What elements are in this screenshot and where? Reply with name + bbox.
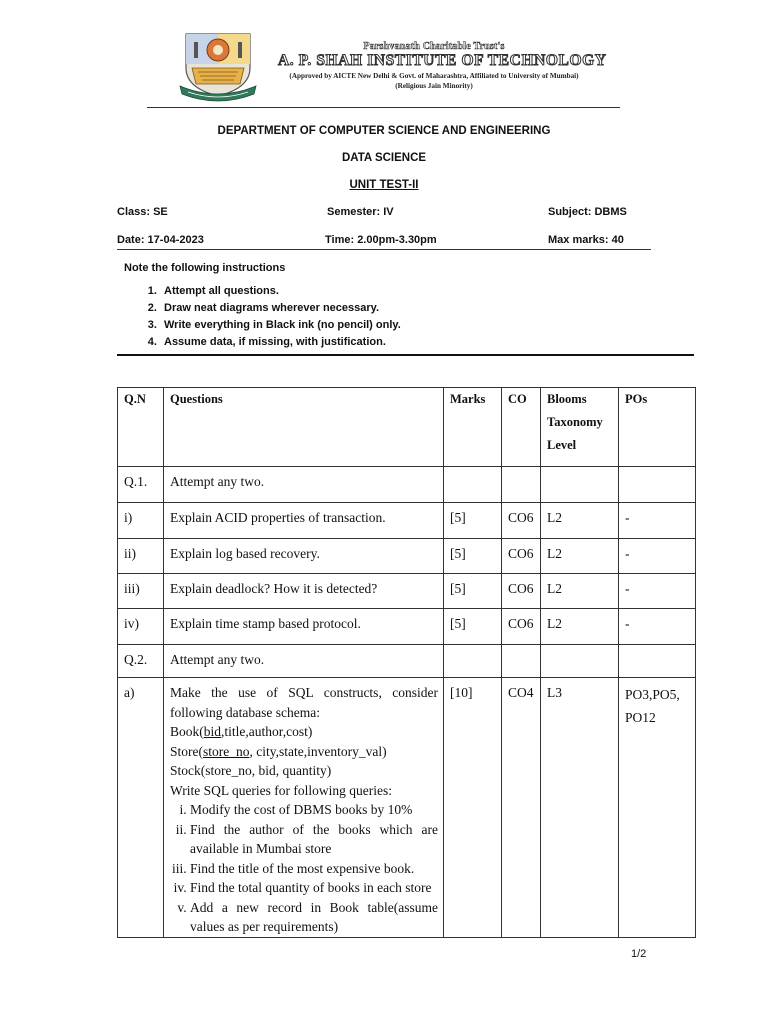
table-row <box>118 645 696 678</box>
row-question: Explain log based recovery. <box>164 539 444 574</box>
schema-store-rest: , city,state,inventory_val) <box>249 743 387 759</box>
schema-stock: Stock(store_no, bid, quantity) <box>170 763 332 778</box>
trust-name: Parshvanath Charitable Trust's <box>363 41 505 52</box>
row-co: CO6 <box>502 609 541 645</box>
row-co <box>502 467 541 503</box>
row-question: Attempt any two. <box>164 467 444 503</box>
schema-store-prefix: Store( <box>170 743 203 759</box>
header-qn: Q.N <box>118 388 164 467</box>
semester-label: Semester: IV <box>327 206 394 218</box>
table-row <box>118 503 696 539</box>
header-co: CO <box>502 388 541 467</box>
row-co <box>502 645 541 678</box>
row-co: CO6 <box>502 503 541 539</box>
query-list <box>170 800 438 937</box>
row-qn: ii) <box>118 539 164 574</box>
institute-name: A. P. SHAH INSTITUTE OF TECHNOLOGY <box>278 52 607 69</box>
row-level: L2 <box>541 574 619 609</box>
row-question: Explain ACID properties of transaction. <box>164 503 444 539</box>
query-item: i. Modify the cost of DBMS books by 10% <box>190 800 438 820</box>
query-item: iii. Find the title of the most expensive book. <box>190 859 438 879</box>
row-pos: - <box>619 503 696 539</box>
time-label: Time: 2.00pm-3.30pm <box>325 234 437 246</box>
row-qn: Q.1. <box>118 467 164 503</box>
instruction-item: 1. Attempt all questions. <box>160 283 401 300</box>
header-divider <box>147 107 620 108</box>
schema-book-rest: ,title,author,cost) <box>221 724 313 739</box>
query-heading: Write SQL queries for following queries: <box>170 782 393 798</box>
row-qn: Q.2. <box>118 645 164 678</box>
pos-line: PO3,PO5, <box>625 687 680 702</box>
row-question: Explain deadlock? How it is detected? <box>164 574 444 609</box>
instructions-heading: Note the following instructions <box>124 262 286 274</box>
table-row <box>118 539 696 574</box>
row-question: Explain time stamp based protocol. <box>164 609 444 645</box>
row-pos <box>619 467 696 503</box>
schema-book-prefix: Book( <box>170 724 204 739</box>
questions-table <box>117 387 696 938</box>
department-title: DEPARTMENT OF COMPUTER SCIENCE AND ENGINEERING <box>217 125 551 137</box>
institute-logo <box>178 28 258 104</box>
row-level <box>541 467 619 503</box>
header-questions: Questions <box>164 388 444 467</box>
query-item: v. Add a new record in Book table(assume values as per requirements) <box>190 898 438 937</box>
row-pos <box>619 645 696 678</box>
row-qn: a) <box>118 678 164 938</box>
pos-line: PO12 <box>625 710 656 725</box>
header-pos: POs <box>619 388 696 467</box>
row-pos: - <box>619 609 696 645</box>
row-qn: i) <box>118 503 164 539</box>
exam-title: UNIT TEST-II <box>349 179 419 191</box>
header-marks: Marks <box>444 388 502 467</box>
row-marks <box>444 467 502 503</box>
table-row <box>118 574 696 609</box>
row-marks: [5] <box>444 503 502 539</box>
header-blooms-line: Blooms <box>547 392 587 406</box>
instruction-item: 4. Assume data, if missing, with justification. <box>160 334 401 351</box>
query-item: iv. Find the total quantity of books in each store <box>190 878 438 898</box>
row-pos <box>619 678 696 938</box>
page-number: 1/2 <box>631 948 647 960</box>
row-question <box>164 678 444 938</box>
row-co: CO6 <box>502 539 541 574</box>
row-question: Attempt any two. <box>164 645 444 678</box>
schema-book <box>170 722 438 742</box>
row-level: L2 <box>541 503 619 539</box>
row-co: CO6 <box>502 574 541 609</box>
max-marks-label: Max marks: 40 <box>548 234 624 246</box>
section-divider <box>117 354 694 356</box>
date-label: Date: 17-04-2023 <box>117 234 204 246</box>
row-level: L3 <box>541 678 619 938</box>
row-marks: [5] <box>444 574 502 609</box>
row-level: L2 <box>541 539 619 574</box>
header-blooms <box>541 388 619 467</box>
row-level: L2 <box>541 609 619 645</box>
table-header-row <box>118 388 696 467</box>
class-label: Class: SE <box>117 206 168 218</box>
row-marks: [5] <box>444 539 502 574</box>
minority-line: (Religious Jain Minority) <box>395 82 473 90</box>
row-pos: - <box>619 574 696 609</box>
row-co: CO4 <box>502 678 541 938</box>
query-item: ii. Find the author of the books which are available in Mumbai store <box>190 820 438 859</box>
table-row-q2a <box>118 678 696 938</box>
row-marks: [10] <box>444 678 502 938</box>
table-row <box>118 467 696 503</box>
row-marks: [5] <box>444 609 502 645</box>
instruction-item: 3. Write everything in Black ink (no pencil) only. <box>160 317 401 334</box>
info-divider <box>117 249 651 250</box>
instructions-list <box>140 283 401 351</box>
schema-store-key: store_no <box>203 743 250 759</box>
approval-line: (Approved by AICTE New Delhi & Govt. of Maharashtra, Affiliated to University of Mumbai) <box>289 72 579 80</box>
row-qn: iv) <box>118 609 164 645</box>
row-qn: iii) <box>118 574 164 609</box>
row-marks <box>444 645 502 678</box>
schema-store <box>170 742 438 762</box>
subject-label: Subject: DBMS <box>548 206 627 218</box>
header-blooms-line: Level <box>547 438 577 452</box>
header-blooms-line: Taxonomy <box>547 415 603 429</box>
question-intro: Make the use of SQL constructs, consider following database schema: <box>170 685 438 720</box>
schema-book-key: bid <box>203 724 222 739</box>
row-pos: - <box>619 539 696 574</box>
branch-title: DATA SCIENCE <box>341 152 427 164</box>
table-row <box>118 609 696 645</box>
row-level <box>541 645 619 678</box>
instruction-item: 2. Draw neat diagrams wherever necessary. <box>160 300 401 317</box>
